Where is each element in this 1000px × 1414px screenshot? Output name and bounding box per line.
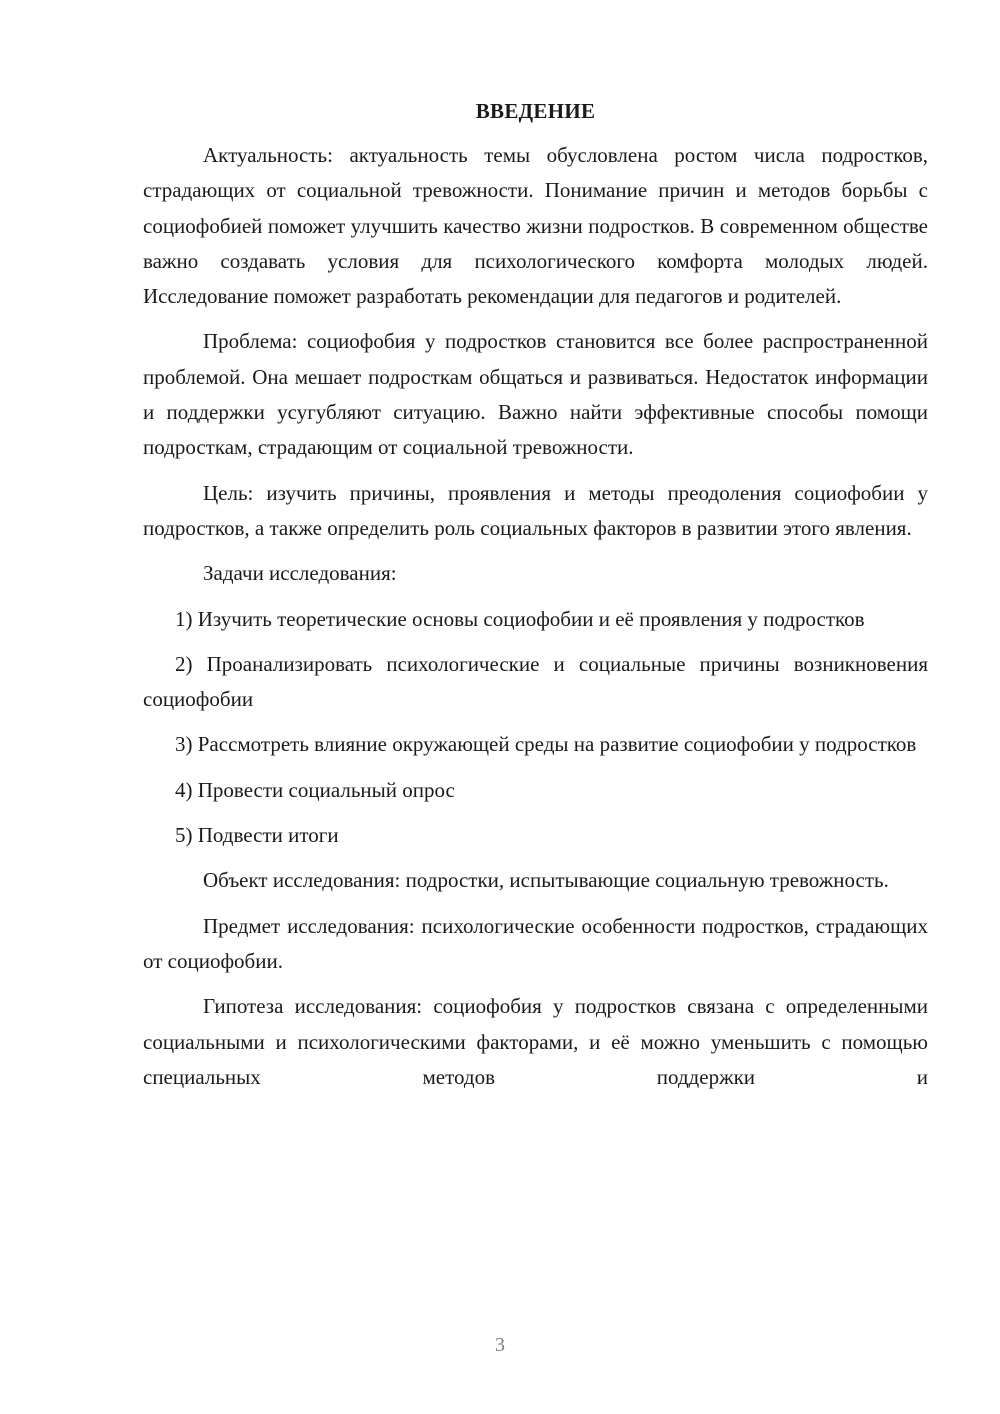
goal-paragraph: Цель: изучить причины, проявления и методы преодоления социофобии у подростков, а также определить роль социальных факторов в развитии этого явления. xyxy=(143,480,928,540)
task-item-3: 3) Рассмотреть влияние окружающей среды на развитие социофобии у подростков xyxy=(175,732,917,757)
task-item-1: 1) Изучить теоретические основы социофобии и её проявления у подростков xyxy=(175,606,865,631)
subject-paragraph: Предмет исследования: психологические особенности подростков, страдающих от социофобии. xyxy=(143,913,928,973)
tasks-list xyxy=(143,602,928,854)
tasks-heading: Задачи исследования: xyxy=(203,561,397,586)
task-item-5: 5) Подвести итоги xyxy=(175,823,339,848)
problem-paragraph: Проблема: социофобия у подростков становится все более распространенной проблемой. Она мешает подросткам общаться и развиваться. Недостаток информации и поддержки усугубляют ситуацию. Важно найти эффективные способы помощи подросткам, страдающим от социальной тревожности. xyxy=(143,329,928,460)
section-title: ВВЕДЕНИЕ xyxy=(475,99,596,123)
task-item-2: 2) Проанализировать психологические и социальные причины возникновения социофобии xyxy=(143,651,928,712)
task-item-4: 4) Провести социальный опрос xyxy=(175,777,455,802)
page-number: 3 xyxy=(495,1334,505,1356)
page-body xyxy=(143,96,928,1105)
relevance-paragraph: Актуальность: актуальность темы обусловлена ростом числа подростков, страдающих от социальной тревожности. Понимание причин и методов борьбы с социофобией поможет улучшить качество жизни подростков. В современном обществе важно создавать условия для психологического комфорта молодых людей. Исследование поможет разработать рекомендации для педагогов и родителей. xyxy=(143,143,928,309)
object-paragraph: Объект исследования: подростки, испытывающие социальную тревожность. xyxy=(203,868,889,893)
hypothesis-paragraph: Гипотеза исследования: социофобия у подростков связана с определенными социальными и психологическими факторами, и её можно уменьшить с помощью специальных методов поддержки и xyxy=(143,994,928,1089)
